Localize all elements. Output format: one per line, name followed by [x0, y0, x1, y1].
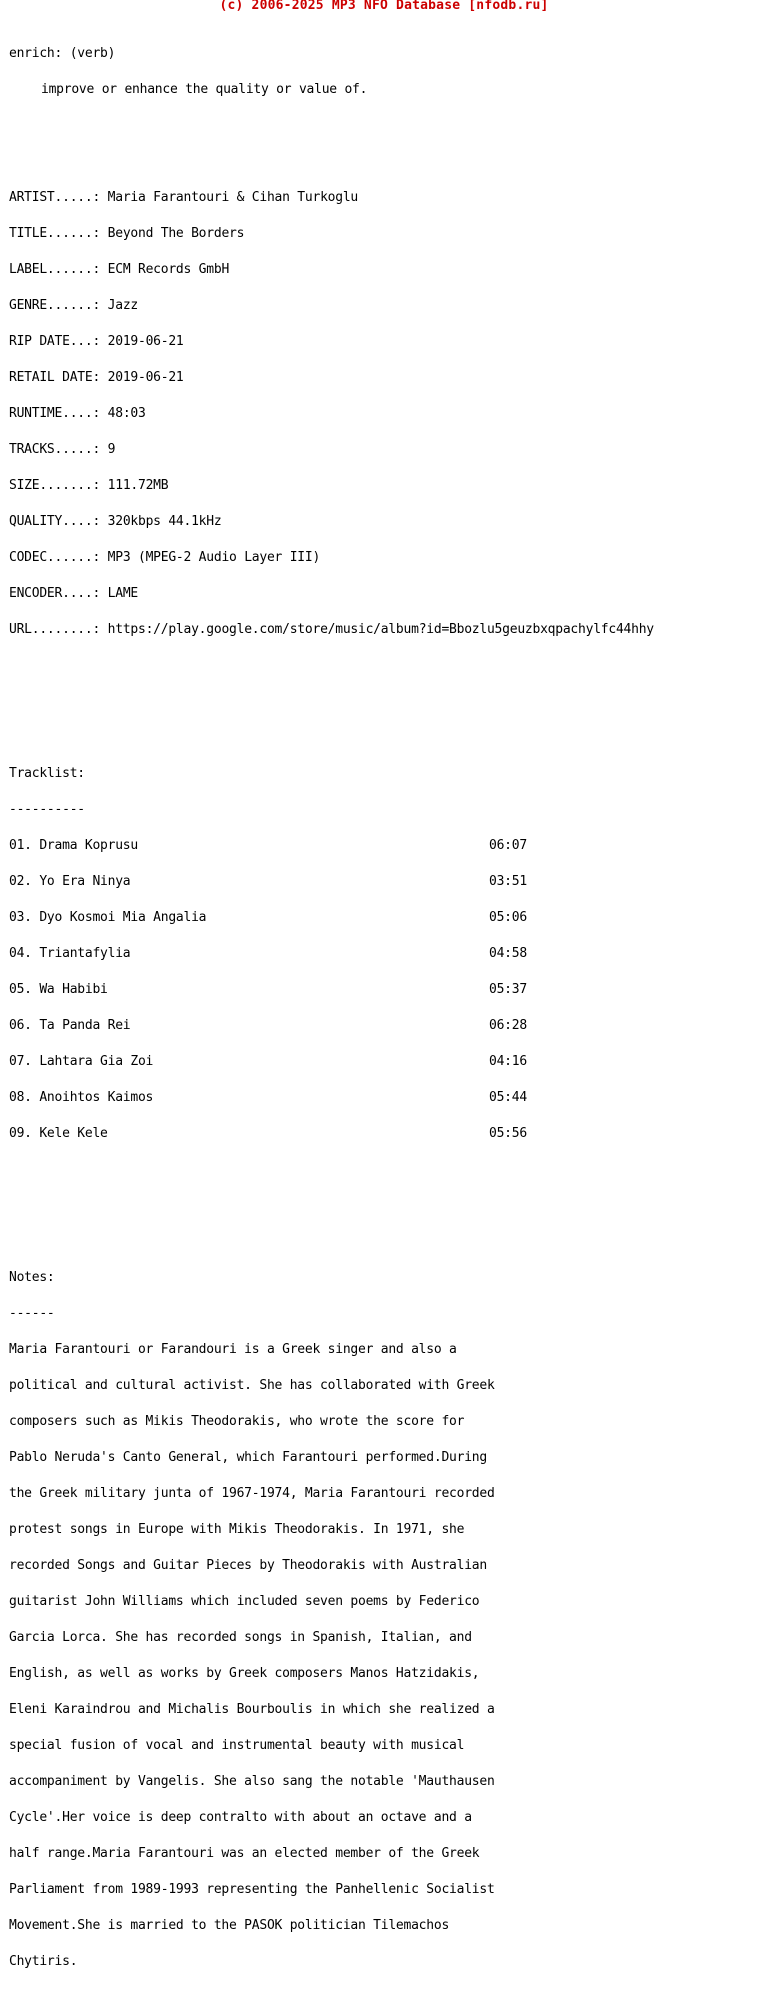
- notes-line: recorded Songs and Guitar Pieces by Theodorakis with Australian: [9, 1558, 487, 1573]
- notes-line: composers such as Mikis Theodorakis, who wrote the score for: [9, 1414, 465, 1429]
- info-rip-date: [9, 336, 654, 348]
- info-value: Maria Farantouri & Cihan Turkoglu: [107, 190, 359, 205]
- info-value: 111.72MB: [107, 478, 169, 493]
- tracklist-block: [9, 744, 654, 1164]
- info-label: [9, 264, 654, 276]
- notes-line: protest songs in Europe with Mikis Theodorakis. In 1971, she: [9, 1522, 465, 1537]
- spacer: [9, 1200, 654, 1212]
- spacer: [9, 696, 654, 708]
- nfo-document: [9, 24, 654, 2004]
- track-title: 08. Anoihtos Kaimos: [9, 1090, 154, 1105]
- info-block: [9, 168, 654, 660]
- track-title: 02. Yo Era Ninya: [9, 874, 131, 889]
- track-title: 04. Triantafylia: [9, 946, 131, 961]
- info-value: Jazz: [107, 298, 138, 313]
- info-tracks: [9, 444, 654, 456]
- track-time: 05:37: [489, 982, 527, 997]
- track-row: [9, 984, 654, 996]
- info-runtime: [9, 408, 654, 420]
- info-encoder: [9, 588, 654, 600]
- notes-line: Cycle'.Her voice is deep contralto with about an octave and a: [9, 1810, 472, 1825]
- definition-meaning: improve or enhance the quality or value of.: [41, 82, 368, 97]
- info-key: ARTIST.....:: [9, 190, 101, 205]
- info-value: 320kbps 44.1kHz: [107, 514, 222, 529]
- notes-line: Pablo Neruda's Canto General, which Farantouri performed.During: [9, 1450, 487, 1465]
- track-row: [9, 1092, 654, 1104]
- info-key: CODEC......:: [9, 550, 101, 565]
- notes-line: political and cultural activist. She has collaborated with Greek: [9, 1378, 495, 1393]
- info-key: ENCODER....:: [9, 586, 101, 601]
- info-value: 2019-06-21: [107, 334, 184, 349]
- track-time: 06:07: [489, 838, 527, 853]
- info-key: SIZE.......:: [9, 478, 101, 493]
- info-key: LABEL......:: [9, 262, 101, 277]
- track-title: 06. Ta Panda Rei: [9, 1018, 131, 1033]
- info-key: RUNTIME....:: [9, 406, 101, 421]
- info-value: 48:03: [107, 406, 146, 421]
- track-time: 04:58: [489, 946, 527, 961]
- info-value: 2019-06-21: [107, 370, 184, 385]
- info-key: RIP DATE...:: [9, 334, 101, 349]
- track-title: 09. Kele Kele: [9, 1126, 108, 1141]
- track-row: [9, 1056, 654, 1068]
- track-time: 05:06: [489, 910, 527, 925]
- info-key: URL........:: [9, 622, 101, 637]
- info-codec: [9, 552, 654, 564]
- info-value: LAME: [107, 586, 138, 601]
- site-header: (c) 2006-2025 MP3 NFO Database [nfodb.ru]: [219, 0, 549, 13]
- info-title: [9, 228, 654, 240]
- track-time: 05:56: [489, 1126, 527, 1141]
- track-title: 07. Lahtara Gia Zoi: [9, 1054, 154, 1069]
- info-key: TITLE......:: [9, 226, 101, 241]
- track-row: [9, 840, 654, 852]
- tracklist-underline: ----------: [9, 802, 85, 817]
- track-time: 04:16: [489, 1054, 527, 1069]
- track-title: 05. Wa Habibi: [9, 982, 108, 997]
- notes-underline: ------: [9, 1306, 55, 1321]
- info-value: https://play.google.com/store/music/album?id=Bbozlu5geuzbxqpachylfc44hhy: [107, 622, 654, 637]
- notes-line: guitarist John Williams which included seven poems by Federico: [9, 1594, 480, 1609]
- track-time: 03:51: [489, 874, 527, 889]
- track-row: [9, 1128, 654, 1140]
- spacer: [9, 120, 654, 132]
- info-size: [9, 480, 654, 492]
- info-retail-date: [9, 372, 654, 384]
- track-row: [9, 948, 654, 960]
- track-time: 06:28: [489, 1018, 527, 1033]
- info-value: 9: [107, 442, 116, 457]
- track-title: 03. Dyo Kosmoi Mia Angalia: [9, 910, 207, 925]
- info-genre: [9, 300, 654, 312]
- notes-line: half range.Maria Farantouri was an elected member of the Greek: [9, 1846, 480, 1861]
- notes-line: Garcia Lorca. She has recorded songs in Spanish, Italian, and: [9, 1630, 472, 1645]
- track-row: [9, 912, 654, 924]
- info-url: [9, 624, 654, 636]
- notes-line: Movement.She is married to the PASOK politician Tilemachos: [9, 1918, 450, 1933]
- info-value: Beyond The Borders: [107, 226, 245, 241]
- notes-line: Chytiris.: [9, 1954, 78, 1969]
- info-value: ECM Records GmbH: [107, 262, 230, 277]
- track-time: 05:44: [489, 1090, 527, 1105]
- notes-block: [9, 1248, 654, 1992]
- info-artist: [9, 192, 654, 204]
- track-row: [9, 1020, 654, 1032]
- notes-heading: Notes:: [9, 1270, 55, 1285]
- info-value: MP3 (MPEG-2 Audio Layer III): [107, 550, 321, 565]
- definition-word: enrich: (verb): [9, 46, 116, 61]
- notes-line: the Greek military junta of 1967-1974, Maria Farantouri recorded: [9, 1486, 495, 1501]
- info-key: RETAIL DATE:: [9, 370, 101, 385]
- notes-line: Parliament from 1989-1993 representing the Panhellenic Socialist: [9, 1882, 495, 1897]
- notes-line: accompaniment by Vangelis. She also sang the notable 'Mauthausen: [9, 1774, 495, 1789]
- info-key: GENRE......:: [9, 298, 101, 313]
- info-quality: [9, 516, 654, 528]
- tracklist-heading: Tracklist:: [9, 766, 85, 781]
- track-row: [9, 876, 654, 888]
- notes-line: special fusion of vocal and instrumental beauty with musical: [9, 1738, 465, 1753]
- notes-line: Maria Farantouri or Farandouri is a Greek singer and also a: [9, 1342, 457, 1357]
- info-key: TRACKS.....:: [9, 442, 101, 457]
- notes-line: English, as well as works by Greek composers Manos Hatzidakis,: [9, 1666, 480, 1681]
- notes-line: Eleni Karaindrou and Michalis Bourboulis in which she realized a: [9, 1702, 495, 1717]
- info-key: QUALITY....:: [9, 514, 101, 529]
- track-title: 01. Drama Koprusu: [9, 838, 138, 853]
